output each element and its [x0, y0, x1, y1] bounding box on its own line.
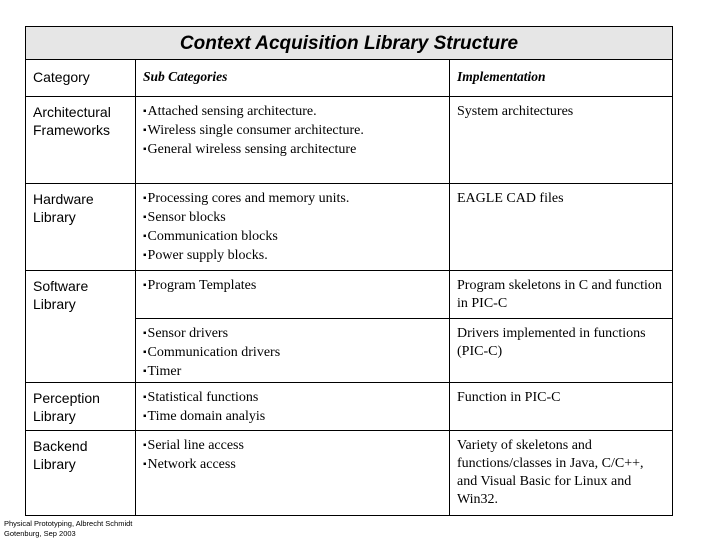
implementation-cell: System architectures — [450, 97, 673, 184]
sub-categories-cell — [136, 383, 450, 431]
implementation-cell: Function in PIC-C — [450, 383, 673, 431]
header-category: Category — [26, 60, 136, 97]
sub-categories-cell — [136, 271, 450, 319]
header-implementation: Implementation — [450, 60, 673, 97]
sub-item: ▪ Attached sensing architecture. — [143, 103, 443, 122]
sub-categories-cell — [136, 184, 450, 271]
sub-item: ▪ Sensor drivers — [143, 325, 443, 344]
implementation-cell: Program skeletons in C and function in PIC-C — [450, 271, 673, 319]
sub-item: ▪ Serial line access — [143, 437, 443, 456]
table-row — [26, 383, 673, 431]
category-cell: Software Library — [26, 271, 136, 383]
sub-item: ▪ Power supply blocks. — [143, 247, 443, 266]
sub-categories-cell — [136, 431, 450, 516]
implementation-cell: Variety of skeletons and functions/classes in Java, C/C++, and Visual Basic for Linux and Win32. — [450, 431, 673, 516]
implementation-cell: Drivers implemented in functions (PIC-C) — [450, 319, 673, 383]
table-row — [26, 271, 673, 319]
table-row — [26, 184, 673, 271]
sub-item: ▪ Communication drivers — [143, 344, 443, 363]
footer-location-date: Gotenburg, Sep 2003 — [4, 529, 76, 538]
footer-author: Physical Prototyping, Albrecht Schmidt — [4, 519, 133, 528]
table-title: Context Acquisition Library Structure — [26, 27, 673, 60]
sub-item: ▪ Statistical functions — [143, 389, 443, 408]
sub-item: ▪ General wireless sensing architecture — [143, 141, 443, 160]
slide-footer — [4, 519, 132, 539]
sub-categories-cell — [136, 319, 450, 383]
sub-item: ▪ Communication blocks — [143, 228, 443, 247]
implementation-cell: EAGLE CAD files — [450, 184, 673, 271]
header-sub-categories: Sub Categories — [136, 60, 450, 97]
sub-item: ▪ Program Templates — [143, 277, 443, 296]
sub-categories-cell — [136, 97, 450, 184]
category-cell: Hardware Library — [26, 184, 136, 271]
sub-item: ▪ Sensor blocks — [143, 209, 443, 228]
sub-item: ▪ Network access — [143, 456, 443, 475]
category-cell: Backend Library — [26, 431, 136, 516]
sub-item: ▪ Timer — [143, 363, 443, 382]
table-row — [26, 431, 673, 516]
sub-item: ▪ Wireless single consumer architecture. — [143, 122, 443, 141]
sub-item: ▪ Processing cores and memory units. — [143, 190, 443, 209]
table-row — [26, 97, 673, 184]
sub-item: ▪ Time domain analyis — [143, 408, 443, 427]
category-cell: Perception Library — [26, 383, 136, 431]
category-cell: Architectural Frameworks — [26, 97, 136, 184]
library-structure-table — [25, 26, 673, 516]
